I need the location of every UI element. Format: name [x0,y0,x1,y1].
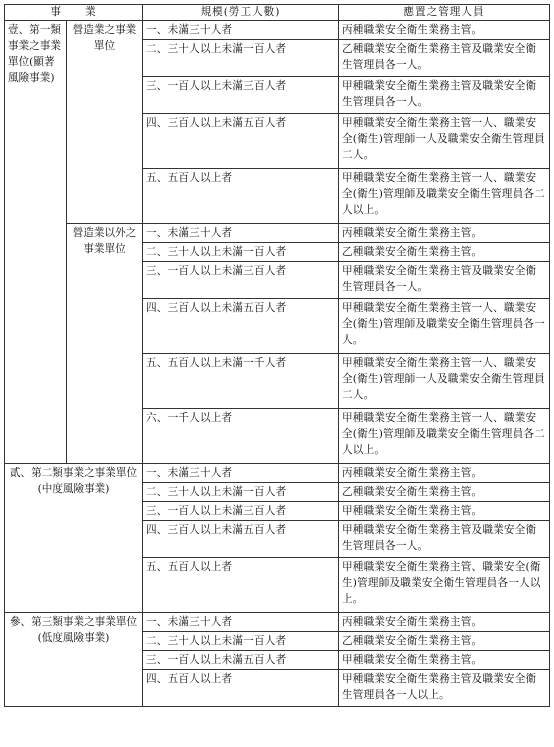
personnel-cell: 甲種職業安全衛生業務主管及職業安全衛生管理員各一人。 [339,77,550,114]
header-scale: 規模(勞工人數) [143,5,339,21]
header-personnel: 應置之管理人員 [339,5,550,21]
scale-cell: 二、三十人以上未滿一百人者 [143,243,339,262]
personnel-cell: 丙種職業安全衛生業務主管。 [339,464,550,483]
scale-cell: 一、未滿三十人者 [143,21,339,40]
category-1-label: 壹、第一類事業之事業單位(顯著風險事業) [5,21,67,464]
personnel-cell: 甲種職業安全衛生業務主管及職業安全衛生管理員各一人以上。 [339,670,550,707]
category-3-label: 參、第三類事業之事業單位(低度風險事業) [5,613,143,707]
personnel-cell: 乙種職業安全衛生業務主管。 [339,483,550,502]
scale-cell: 一、未滿三十人者 [143,613,339,632]
personnel-cell: 甲種職業安全衛生業務主管一人、職業安全(衛生)管理師一人及職業安全衛生管理員二人。 [339,354,550,409]
scale-cell: 一、未滿三十人者 [143,224,339,243]
personnel-cell: 甲種職業安全衛生業務主管一人、職業安全(衛生)管理師一人及職業安全衛生管理員二人。 [339,114,550,169]
scale-cell: 二、三十人以上未滿一百人者 [143,632,339,651]
scale-cell: 五、五百人以上者 [143,169,339,224]
personnel-cell: 甲種職業安全衛生業務主管、職業安全(衛生)管理師及職業安全衛生管理員各一人以上。 [339,558,550,613]
personnel-cell: 乙種職業安全衛生業務主管。 [339,632,550,651]
table-row [5,613,550,632]
personnel-cell: 甲種職業安全衛生業務主管及職業安全衛生管理員各一人。 [339,521,550,558]
scale-cell: 四、三百人以上未滿五百人者 [143,114,339,169]
scale-cell: 三、一百人以上未滿五百人者 [143,651,339,670]
management-personnel-table [4,4,550,707]
personnel-cell: 甲種職業安全衛生業務主管一人、職業安全(衛生)管理師及職業安全衛生管理員各一人。 [339,299,550,354]
table-row [5,464,550,483]
header-row [5,5,550,21]
scale-cell: 五、五百人以上未滿一千人者 [143,354,339,409]
scale-cell: 六、一千人以上者 [143,409,339,464]
personnel-cell: 甲種職業安全衛生業務主管。 [339,651,550,670]
personnel-cell: 丙種職業安全衛生業務主管。 [339,224,550,243]
personnel-cell: 丙種職業安全衛生業務主管。 [339,613,550,632]
personnel-cell: 甲種職業安全衛生業務主管一人、職業安全(衛生)管理師及職業安全衛生管理員各二人以上。 [339,169,550,224]
scale-cell: 四、三百人以上未滿五百人者 [143,521,339,558]
personnel-cell: 甲種職業安全衛生業務主管及職業安全衛生管理員各一人。 [339,262,550,299]
personnel-cell: 乙種職業安全衛生業務主管。 [339,243,550,262]
scale-cell: 二、三十人以上未滿一百人者 [143,40,339,77]
document-page [4,4,550,707]
personnel-cell: 乙種職業安全衛生業務主管及職業安全衛生管理員各一人。 [339,40,550,77]
scale-cell: 四、三百人以上未滿五百人者 [143,299,339,354]
scale-cell: 一、未滿三十人者 [143,464,339,483]
table-row [5,21,550,40]
personnel-cell: 丙種職業安全衛生業務主管。 [339,21,550,40]
scale-cell: 二、三十人以上未滿一百人者 [143,483,339,502]
scale-cell: 四、五百人以上者 [143,670,339,707]
personnel-cell: 甲種職業安全衛生業務主管。 [339,502,550,521]
scale-cell: 三、一百人以上未滿三百人者 [143,502,339,521]
header-business: 事 業 [5,5,143,21]
category-1-sub-construction: 營造業之事業單位 [67,21,143,224]
scale-cell: 三、一百人以上未滿三百人者 [143,77,339,114]
personnel-cell: 甲種職業安全衛生業務主管一人、職業安全(衛生)管理師及職業安全衛生管理員各二人以上。 [339,409,550,464]
category-1-sub-non-construction: 營造業以外之事業單位 [67,224,143,464]
category-2-label: 貳、第二類事業之事業單位(中度風險事業) [5,464,143,613]
scale-cell: 五、五百人以上者 [143,558,339,613]
scale-cell: 三、一百人以上未滿三百人者 [143,262,339,299]
table-row [5,224,550,243]
